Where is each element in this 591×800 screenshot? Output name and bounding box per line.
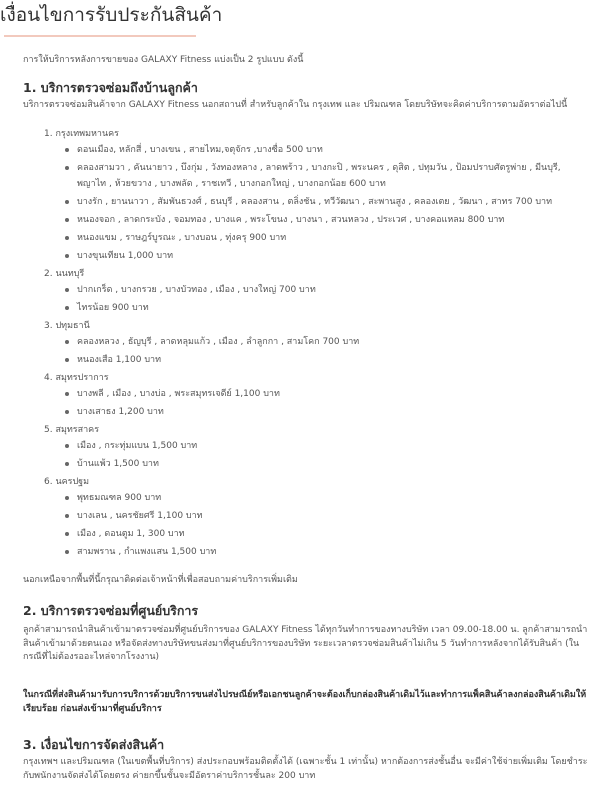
- section1-description: บริการตรวจซ่อมสินค้าจาก GALAXY Fitness นอกสถานที่ สำหรับลูกค้าใน กรุงเทพ และ ปริมณฑล โดยบริษัทจะคิดค่าบริการตามอัตราต่อไปนี้: [23, 100, 568, 110]
- section1-heading: 1. บริการตรวจซ่อมถึงบ้านลูกค้า: [23, 80, 198, 95]
- region-name: 2. นนทบุรี: [44, 269, 85, 279]
- bullet-icon: [65, 444, 69, 448]
- area-item: [77, 194, 584, 210]
- area-text: เมือง , กระทุ่มแบน 1,500 บาท: [77, 441, 198, 451]
- section1-note: นอกเหนือจากพื้นที่นี้กรุณาติดต่อเจ้าหน้าที่เพื่อสอบถามค่าบริการเพิ่มเติม: [23, 575, 298, 585]
- area-text: คลองหลวง , ธัญบุรี , ลาดหลุมแก้ว , เมือง , ลำลูกกา , สามโคก 700 บาท: [77, 337, 360, 347]
- region-item: [44, 126, 584, 264]
- region-name: 3. ปทุมธานี: [44, 321, 90, 331]
- bullet-icon: [65, 462, 69, 466]
- area-text: บางขุนเทียน 1,000 บาท: [77, 251, 174, 261]
- area-text: คลองสามวา , คันนายาว , บึงกุ่ม , วังทองหลาง , ลาดพร้าว , บางกะปิ , พระนคร , ดุสิต , ปทุมวัน , ป้อมปราบศัตรูพ่าย , มีนบุรี, พญาไท , ห้วยขวาง , บางพลัด , ราชเทวี , บางกอกใหญ่ , บางกอกน้อย 600 บาท: [77, 163, 561, 189]
- area-item: [77, 334, 584, 350]
- area-item: [77, 526, 584, 542]
- bullet-icon: [65, 358, 69, 362]
- area-text: ดอนเมือง, หลักสี่ , บางเขน , สายไหม,จตุจักร ,บางซื่อ 500 บาท: [77, 145, 323, 155]
- region-item: [44, 318, 584, 368]
- region-item: [44, 370, 584, 420]
- area-item: [77, 544, 584, 560]
- area-text: เมือง , ดอนตูม 1, 300 บาท: [77, 529, 185, 539]
- area-text: บางเลน , นครชัยศรี 1,100 บาท: [77, 511, 203, 521]
- area-text: สามพราน , กำแพงแสน 1,500 บาท: [77, 547, 217, 557]
- area-item: [77, 230, 584, 246]
- bullet-icon: [65, 392, 69, 396]
- region-name: 1. กรุงเทพมหานคร: [44, 129, 119, 139]
- area-item: [77, 386, 584, 402]
- area-list: [44, 334, 584, 368]
- area-list: [44, 142, 584, 264]
- section2-description: ลูกค้าสามารถนำสินค้าเข้ามาตรวจซ่อมที่ศูนย์บริการของ GALAXY Fitness ได้ทุกวันทำการของทางบริษัท เวลา 09.00-18.00 น. ลูกค้าสามารถนำสินค้าเข้ามาด้วยตนเอง หรือจัดส่งทางบริษัทขนส่งมาที่ศูนย์บริการของบริษัท ระยะเวลาตรวจซ่อมสินค้าไม่เกิน 5 วันทำการหลังจากได้รับสินค้า (ในกรณีที่ไม่ต้องรออะไหล่จากโรงงาน): [23, 625, 588, 662]
- intro-text: การให้บริการหลังการขายของ GALAXY Fitness แบ่งเป็น 2 รูปแบบ ดังนี้: [23, 55, 304, 65]
- area-item: [77, 248, 584, 264]
- area-text: บางเสาธง 1,200 บาท: [77, 407, 164, 417]
- bullet-icon: [65, 514, 69, 518]
- area-item: [77, 142, 584, 158]
- area-item: [77, 438, 584, 454]
- area-list: [44, 438, 584, 472]
- area-text: พุทธมณฑล 900 บาท: [77, 493, 162, 503]
- bullet-icon: [65, 306, 69, 310]
- section2-heading: 2. บริการตรวจซ่อมที่ศูนย์บริการ: [23, 603, 199, 618]
- area-text: ปากเกร็ด , บางกรวย , บางบัวทอง , เมือง , บางใหญ่ 700 บาท: [77, 285, 316, 295]
- region-item: [44, 474, 584, 560]
- area-text: หนองจอก , ลาดกระบัง , จอมทอง , บางแค , พระโขนง , บางนา , สวนหลวง , ประเวศ , บางคอแหลม 800 บาท: [77, 215, 505, 225]
- area-text: ไทรน้อย 900 บาท: [77, 303, 149, 313]
- area-item: [77, 490, 584, 506]
- bullet-icon: [65, 218, 69, 222]
- bullet-icon: [65, 254, 69, 258]
- region-name: 6. นครปฐม: [44, 477, 90, 487]
- bullet-icon: [65, 410, 69, 414]
- area-item: [77, 508, 584, 524]
- bullet-icon: [65, 166, 69, 170]
- bullet-icon: [65, 532, 69, 536]
- bullet-icon: [65, 496, 69, 500]
- region-name: 5. สมุทรสาคร: [44, 425, 100, 435]
- bullet-icon: [65, 236, 69, 240]
- area-text: บ้านแพ้ว 1,500 บาท: [77, 459, 159, 469]
- area-item: [77, 456, 584, 472]
- area-text: หนองเสือ 1,100 บาท: [77, 355, 162, 365]
- section3-description: กรุงเทพฯ และปริมณฑล (ในเขตพื้นที่บริการ) ส่งประกอบพร้อมติดตั้งได้ (เฉพาะชั้น 1 เท่านั้น) หากต้องการส่งชั้นอื่น จะมีค่าใช้จ่ายเพิ่มเติม โดยชำระกับพนักงานจัดส่งได้โดยตรง ค่ายกขึ้นชั้นจะมีอัตราค่าบริการชั้นละ 200 บาท: [23, 757, 588, 781]
- region-item: [44, 266, 584, 316]
- section2-packaging-note: ในกรณีที่ส่งสินค้ามารับการบริการด้วยบริการขนส่งไปรษณีย์หรือเอกชนลูกค้าจะต้องเก็บกล่องสินค้าเดิมไว้และทำการแพ็คสินค้าลงกล่องสินค้าเดิมให้เรียบร้อย ก่อนส่งเข้ามาที่ศูนย์บริการ: [23, 690, 587, 714]
- bullet-icon: [65, 550, 69, 554]
- area-item: [77, 282, 584, 298]
- area-list: [44, 282, 584, 316]
- area-text: บางพลี , เมือง , บางบ่อ , พระสมุทรเจดีย์ 1,100 บาท: [77, 389, 280, 399]
- area-item: [77, 300, 584, 316]
- area-text: หนองแขม , ราษฎร์บูรณะ , บางบอน , ทุ่งครุ 900 บาท: [77, 233, 287, 243]
- area-item: [77, 404, 584, 420]
- area-text: บางรัก , ยานนาวา , สัมพันธวงศ์ , ธนบุรี , คลองสาน , ตลิ่งชัน , ทวีวัฒนา , สะพานสูง , คลองเตย , วัฒนา , สาทร 700 บาท: [77, 197, 553, 207]
- area-list: [44, 386, 584, 420]
- service-area-list: [44, 126, 584, 562]
- bullet-icon: [65, 148, 69, 152]
- bullet-icon: [65, 288, 69, 292]
- area-list: [44, 490, 584, 560]
- region-name: 4. สมุทรปราการ: [44, 373, 109, 383]
- bullet-icon: [65, 340, 69, 344]
- bullet-icon: [65, 200, 69, 204]
- page-title: เงื่อนไขการรับประกันสินค้า: [0, 4, 223, 26]
- area-item: [77, 212, 584, 228]
- title-underline: [4, 35, 196, 37]
- region-item: [44, 422, 584, 472]
- section3-heading: 3. เงื่อนไขการจัดส่งสินค้า: [23, 737, 165, 752]
- area-item: [77, 352, 584, 368]
- area-item: [77, 160, 584, 192]
